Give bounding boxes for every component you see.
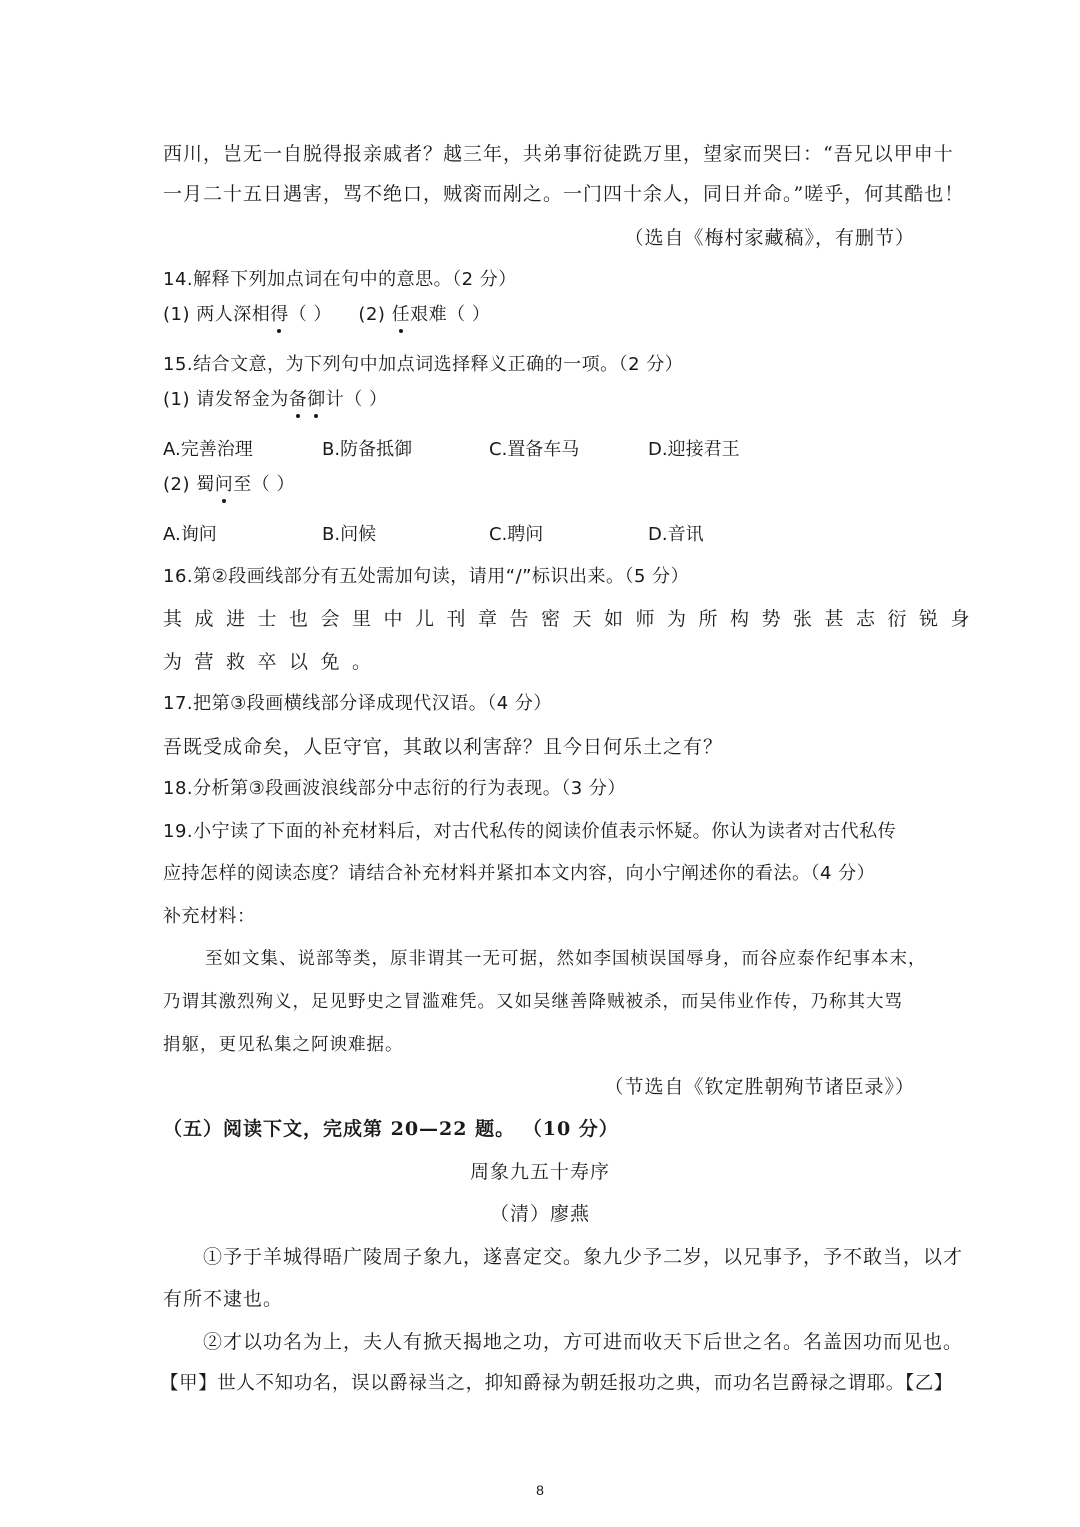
question-14-title: 14.解释下列加点词在句中的意思。（2 分） [163,269,517,290]
passage-line: 西川，岂无一自脱得报亲戚者？越三年，共弟事衍徒跣万里，望家而哭曰：“吾兄以甲申十 [163,143,954,165]
question-19-line: 19.小宁读了下面的补充材料后，对古代私传的阅读价值表示怀疑。你认为读者对古代私传 [163,821,897,842]
passage-line: 一月二十五日遇害，骂不绝口，贼脔而剐之。一门四十余人，同日并命。”嗟乎，何其酷也！ [163,183,965,205]
paragraph-1-line: 有所不逮也。 [163,1288,284,1310]
q14-item2-prefix: (2) [358,304,392,325]
q15-sub2-prefix: (2) 蜀 [163,474,215,495]
q15-sub1-prefix: (1) 请发帑金为 [163,389,289,410]
q15-sub1-dotted-word: 备 [288,389,308,410]
passage-author: （清）廖燕 [489,1203,590,1225]
q15-sub2-dotted-word: 问 [214,474,234,495]
question-14-items [163,303,490,327]
material-line: 捐躯，更见私集之阿谀难据。 [163,1035,404,1055]
question-15-title: 15.结合文意，为下列句中加点词选择释义正确的一项。（2 分） [163,354,684,375]
q17-text: 吾既受成命矣，人臣守官，其敢以利害辞？且今日何乐土之有？ [163,736,724,758]
q15-sub2-option-b: B.问候 [322,524,377,545]
q15-sub1-option-d: D.迎接君王 [648,439,740,460]
q15-sub1 [163,388,387,412]
q15-sub2-option-c: C.聘问 [489,524,544,545]
section-5-header: （五）阅读下文，完成第 20—22 题。 （10 分） [163,1118,619,1140]
q15-sub2-option-a: A.询问 [163,524,217,545]
passage-title: 周象九五十寿序 [469,1161,610,1183]
question-19-line: 应持怎样的阅读态度？请结合补充材料并紧扣本文内容，向小宁阐述你的看法。（4 分） [163,863,876,884]
q16-text-line: 其成进士也会里中儿刊章告密天如师为所构势张甚志衍锐身 [163,608,983,630]
passage-source: （选自《梅村家藏稿》，有删节） [624,227,915,249]
material-line: 至如文集、说部等类，原非谓其一无可据，然如李国桢误国辱身，而谷应泰作纪事本末， [205,949,927,969]
q14-item1-prefix: (1) 两人深相 [163,304,271,325]
material-line: 乃谓其激烈殉义，足见野史之冒滥难凭。又如吴继善降贼被杀，而吴伟业作传，乃称其大骂 [163,992,903,1012]
q15-sub2-blank: 至（ ） [233,474,295,495]
paragraph-1-line: ①予于羊城得晤广陵周子象九，遂喜定交。象九少予二岁，以兄事予，予不敢当，以才 [203,1246,964,1268]
q14-item1-blank: （ ） [288,304,332,325]
question-16-title: 16.第②段画线部分有五处需加句读，请用“/”标识出来。（5 分） [163,566,690,587]
q15-sub1-option-a: A.完善治理 [163,439,253,460]
page-number: 8 [536,1482,544,1498]
q15-sub2 [163,473,295,497]
q15-sub1-blank: 计（ ） [325,389,388,410]
q15-sub1-dotted-word: 御 [307,389,326,410]
q14-item2-blank: 艰难（ ） [410,304,491,325]
q14-item1-dotted-word: 得 [270,304,289,325]
question-18-title: 18.分析第③段画波浪线部分中志衍的行为表现。（3 分） [163,778,626,799]
material-source: （节选自《钦定胜朝殉节诸臣录》） [604,1076,915,1098]
q16-text-line: 为营救卒以免。 [163,651,384,673]
paragraph-2-line: ②才以功名为上，夫人有掀天揭地之功，方可进而收天下后世之名。名盖因功而见也。 [203,1331,964,1353]
q14-item2-dotted-word: 任 [391,304,411,325]
question-17-title: 17.把第③段画横线部分译成现代汉语。（4 分） [163,693,552,714]
q15-sub1-option-c: C.置备车马 [489,439,580,460]
paragraph-2-line: 【甲】世人不知功名，误以爵禄当之，抑知爵禄为朝廷报功之典，而功名岂爵禄之谓耶。【乙】 [160,1373,953,1394]
material-label: 补充材料： [163,906,256,927]
q15-sub2-option-d: D.音讯 [648,524,704,545]
q15-sub1-option-b: B.防备抵御 [322,439,413,460]
